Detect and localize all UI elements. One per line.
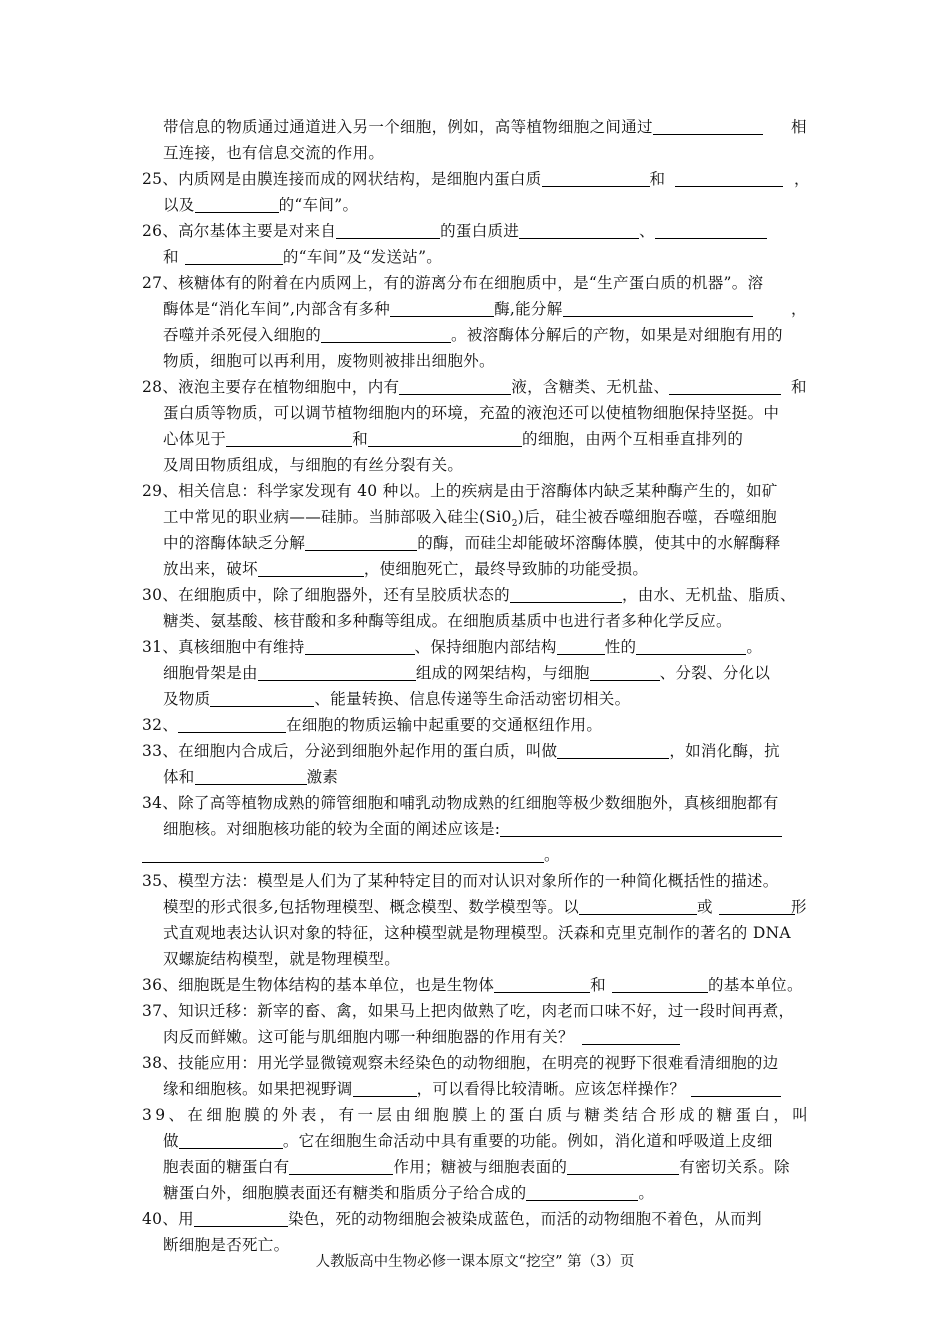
fill-blank[interactable] <box>399 378 511 395</box>
text: ，由水、无机盐、脂质、 <box>621 586 796 604</box>
text: 细胞核。对细胞核功能的较为全面的阐述应该是: <box>163 820 501 838</box>
fill-blank[interactable] <box>258 560 364 577</box>
text: 酶,能分解 <box>494 300 563 318</box>
text-line <box>142 842 560 868</box>
text: 组成的网架结构，与细胞 <box>415 664 590 682</box>
question-29 <box>142 478 778 504</box>
text: 39、在细胞膜的外表，有一层由细胞膜上的蛋白质与糖类结合形成的糖蛋白，叫 <box>142 1106 812 1124</box>
text: 25、内质网是由膜连接而成的网状结构，是细胞内蛋白质 <box>142 170 542 188</box>
text: 作用；糖被与细胞表面的 <box>393 1158 568 1176</box>
text: 相 <box>791 118 807 136</box>
text: 和 <box>590 976 606 994</box>
text-line <box>163 660 770 686</box>
text: 、保持细胞内部结构 <box>414 638 557 656</box>
text-line <box>163 608 732 634</box>
text: 有密切关系。除 <box>679 1158 790 1176</box>
question-39 <box>142 1102 811 1128</box>
fill-blank[interactable] <box>567 1158 679 1175</box>
fill-blank[interactable] <box>195 196 279 213</box>
fill-blank[interactable] <box>494 976 590 993</box>
page-footer: 人教版高中生物必修一课本原文“挖空” 第（3）页 <box>315 1254 635 1270</box>
text-line <box>163 452 463 478</box>
fill-blank[interactable] <box>258 664 416 681</box>
fill-blank[interactable] <box>579 898 697 915</box>
text-line <box>163 816 782 842</box>
question-31 <box>142 634 762 660</box>
fill-blank[interactable] <box>563 300 753 317</box>
text-line <box>163 920 791 946</box>
text: 32、 <box>142 716 179 734</box>
text: 的“车间”。 <box>278 196 359 214</box>
text: 38、技能应用：用光学显微镜观察未经染色的动物细胞，在明亮的视野下很难看清细胞的边 <box>142 1054 779 1072</box>
fill-blank[interactable] <box>582 1028 680 1045</box>
text: 形 <box>791 898 807 916</box>
subscript: 2 <box>511 519 518 530</box>
text-line <box>163 192 358 218</box>
text: 。 <box>638 1184 655 1202</box>
fill-blank[interactable] <box>519 222 639 239</box>
text: 细胞骨架是由 <box>163 664 258 682</box>
text: 物质，细胞可以再利用，废物则被排出细胞外。 <box>163 352 495 370</box>
text: 的细胞，由两个互相垂直排列的 <box>522 430 744 448</box>
fill-blank[interactable] <box>178 716 286 733</box>
fill-blank[interactable] <box>612 976 708 993</box>
question-26 <box>142 218 767 244</box>
text: ，如消化酶，抗 <box>669 742 780 760</box>
text: 胞表面的糖蛋白有 <box>163 1158 290 1176</box>
text: ， <box>791 300 807 318</box>
text: 以及 <box>163 196 195 214</box>
text: 的酶，而硅尘却能破坏溶酶体膜，使其中的水解酶释 <box>417 534 781 552</box>
text: 吞噬并杀死侵入细胞的 <box>163 326 322 344</box>
text: 蛋白质等物质，可以调节植物细胞内的环境，充盈的液泡还可以使植物细胞保持坚挺。中 <box>163 404 780 422</box>
text-line <box>163 894 807 920</box>
text: 中的溶酶体缺乏分解 <box>163 534 306 552</box>
text-line <box>163 946 400 972</box>
text: 。被溶酶体分解后的产物，如果是对细胞有用的 <box>451 326 783 344</box>
text: ，可以看得比较清晰。应该怎样操作？ <box>416 1080 686 1098</box>
text: 缘和细胞核。如果把视野调 <box>163 1080 353 1098</box>
text: 和 <box>649 170 666 188</box>
text: 做 <box>163 1132 179 1150</box>
text: 、分裂、分化以 <box>659 664 771 682</box>
text: 30、在细胞质中，除了细胞器外，还有呈胶质状态的 <box>142 586 510 604</box>
fill-blank[interactable] <box>179 1132 283 1149</box>
fill-blank[interactable] <box>321 326 451 343</box>
text: ，使细胞死亡，最终导致肺的功能受损。 <box>363 560 649 578</box>
text-line <box>163 322 783 348</box>
text: 液，含糖类、无机盐、 <box>511 378 670 396</box>
fill-blank[interactable] <box>500 820 782 837</box>
text: 互连接，也有信息交流的作用。 <box>163 144 385 162</box>
text-line <box>163 348 495 374</box>
text: 29、相关信息：科学家发现有 40 种以。上的疾病是由于溶酶体内缺乏某种酶产生的，如矿 <box>142 482 778 500</box>
text: 及周田物质组成，与细胞的有丝分裂有关。 <box>163 456 464 474</box>
text: 27、核糖体有的附着在内质网上，有的游离分布在细胞质中，是“生产蛋白质的机器”。溶 <box>142 274 764 292</box>
fill-blank[interactable] <box>210 690 314 707</box>
fill-blank[interactable] <box>194 1210 288 1227</box>
text-line <box>163 114 807 140</box>
question-33 <box>142 738 780 764</box>
text: 性的 <box>604 638 637 656</box>
text: 染色，死的动物细胞会被染成蓝色，而活的动物细胞不着色，从而判 <box>287 1210 762 1228</box>
text-line <box>163 1128 773 1154</box>
fill-blank[interactable] <box>390 300 494 317</box>
fill-blank[interactable] <box>226 430 352 447</box>
fill-blank[interactable] <box>195 768 307 785</box>
fill-blank[interactable] <box>653 118 763 135</box>
text: 激素 <box>306 768 339 786</box>
question-34 <box>142 790 779 816</box>
question-36 <box>142 972 803 998</box>
text: 断细胞是否死亡。 <box>163 1236 290 1254</box>
text: 心体见于 <box>163 430 227 448</box>
fill-blank[interactable] <box>691 1080 781 1097</box>
fill-blank[interactable] <box>557 742 669 759</box>
text: 37、知识迁移：新宰的畜、禽，如果马上把肉做熟了吃，肉老而口味不好，过一段时间再煮， <box>142 1002 795 1020</box>
fill-blank[interactable] <box>636 638 746 655</box>
text: 。 <box>746 638 763 656</box>
question-32 <box>142 712 602 738</box>
fill-blank[interactable] <box>510 586 622 603</box>
text-line <box>163 1024 680 1050</box>
text: 。它在细胞生命活动中具有重要的功能。例如，消化道和呼吸道上皮细 <box>282 1132 773 1150</box>
text-line <box>163 686 630 712</box>
text: 34、除了高等植物成熟的筛管细胞和哺乳动物成熟的红细胞等极少数细胞外，真核细胞都有 <box>142 794 779 812</box>
text: 33、在细胞内合成后，分泌到细胞外起作用的蛋白质，叫做 <box>142 742 558 760</box>
text-line <box>163 530 781 556</box>
fill-blank[interactable] <box>669 378 781 395</box>
text: ， <box>794 170 810 188</box>
text: 36、细胞既是生物体结构的基本单位，也是生物体 <box>142 976 495 994</box>
text: 或 <box>697 898 713 916</box>
question-28 <box>142 374 807 400</box>
text-line <box>163 1180 654 1206</box>
fill-blank[interactable] <box>719 898 795 915</box>
fill-blank[interactable] <box>675 170 783 187</box>
question-38 <box>142 1050 779 1076</box>
text: 和 <box>352 430 369 448</box>
text: 的“车间”及“发送站”。 <box>282 248 443 266</box>
fill-blank[interactable] <box>590 664 660 681</box>
text: 酶体是“消化车间”,内部含有多种 <box>163 300 391 318</box>
text: 35、模型方法：模型是人们为了某种特定目的而对认识对象所作的一种简化概括性的描述。 <box>142 872 779 890</box>
fill-blank[interactable] <box>185 248 283 265</box>
text: 的基本单位。 <box>707 976 803 994</box>
text: 26、高尔基体主要是对来自 <box>142 222 337 240</box>
fill-blank[interactable] <box>542 170 650 187</box>
question-40 <box>142 1206 762 1232</box>
text: 双螺旋结构模型，就是物理模型。 <box>163 950 401 968</box>
text: )后，硅尘被吞噬细胞吞噬，吞噬细胞 <box>517 508 777 526</box>
fill-blank[interactable] <box>305 534 417 551</box>
text: 肉反而鲜嫩。这可能与肌细胞内哪一种细胞器的作用有关？ <box>163 1028 574 1046</box>
text: 和 <box>163 248 179 266</box>
text: 式直观地表达认识对象的特征，这种模型就是物理模型。沃森和克里克制作的著名的 DNA <box>163 924 791 942</box>
text: 糖蛋白外，细胞膜表面还有糖类和脂质分子给合成的 <box>163 1184 527 1202</box>
question-27 <box>142 270 763 296</box>
fill-blank[interactable] <box>336 222 440 239</box>
question-30 <box>142 582 796 608</box>
text-line <box>163 296 807 322</box>
text: 。 <box>544 846 560 864</box>
fill-blank[interactable] <box>289 1158 393 1175</box>
text: 的蛋白质进 <box>440 222 520 240</box>
text-line <box>163 1154 790 1180</box>
text: 及物质 <box>163 690 211 708</box>
fill-blank[interactable] <box>142 846 544 863</box>
fill-blank[interactable] <box>655 222 767 239</box>
text-line <box>163 140 384 166</box>
text: 糖类、氨基酸、核苷酸和多种酶等组成。在细胞质基质中也进行者多种化学反应。 <box>163 612 732 630</box>
text: 、能量转换、信息传递等生命活动密切相关。 <box>314 690 631 708</box>
text-line <box>163 1076 781 1102</box>
text: 40、用 <box>142 1210 194 1228</box>
text-line <box>163 244 442 270</box>
text-line <box>163 504 777 530</box>
fill-blank[interactable] <box>353 1080 417 1097</box>
text: 模型的形式很多,包括物理模型、概念模型、数学模型等。以 <box>163 898 580 916</box>
text: 和 <box>791 378 807 396</box>
text-line <box>163 426 743 452</box>
text: 28、液泡主要存在植物细胞中，内有 <box>142 378 400 396</box>
text: 31、真核细胞中有维持 <box>142 638 305 656</box>
text: 、 <box>639 222 655 240</box>
fill-blank[interactable] <box>526 1184 638 1201</box>
text: 体和 <box>163 768 195 786</box>
fill-blank[interactable] <box>305 638 415 655</box>
fill-blank[interactable] <box>368 430 522 447</box>
text-line <box>163 400 779 426</box>
text: 放出来，破坏 <box>163 560 258 578</box>
fill-blank[interactable] <box>557 638 605 655</box>
question-37 <box>142 998 794 1024</box>
text: 在细胞的物质运输中起重要的交通枢纽作用。 <box>286 716 603 734</box>
text: 带信息的物质通过通道进入另一个细胞，例如，高等植物细胞之间通过 <box>163 118 653 136</box>
text-line <box>163 764 338 790</box>
question-25 <box>142 166 810 192</box>
question-35 <box>142 868 779 894</box>
text-line <box>163 556 648 582</box>
text: 工中常见的职业病——硅肺。当肺部吸入硅尘(Si0 <box>163 508 512 526</box>
